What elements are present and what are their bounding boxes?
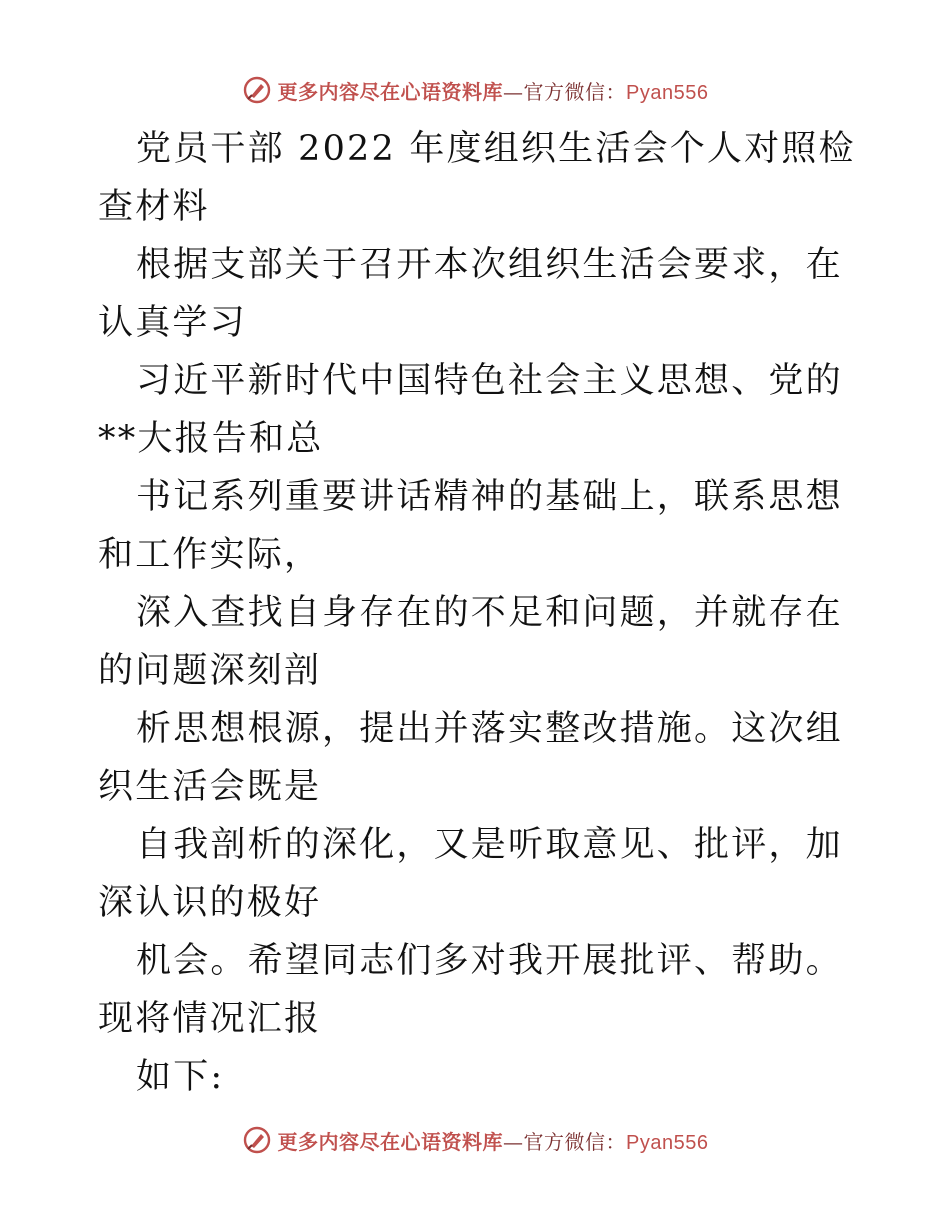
watermark-separator: — <box>503 79 524 104</box>
header-watermark <box>0 70 950 110</box>
watermark-wechat-id: Pyan556 <box>626 1131 709 1154</box>
body-paragraph: 习近平新时代中国特色社会主义思想、党的**大报告和总 <box>98 361 843 459</box>
body-paragraph: 如下: <box>136 1057 225 1097</box>
body-paragraph: 书记系列重要讲话精神的基础上，联系思想和工作实际， <box>98 477 843 575</box>
watermark-wechat-label: 官方微信： <box>523 1129 627 1154</box>
pen-nib-logo-icon <box>242 75 272 105</box>
watermark-text <box>278 76 709 105</box>
pen-nib-logo-icon <box>242 1125 272 1155</box>
body-paragraph: 析思想根源，提出并落实整改措施。这次组织生活会既是 <box>98 709 843 807</box>
watermark-separator: — <box>503 1129 524 1154</box>
watermark-wechat-id: Pyan556 <box>626 81 709 104</box>
watermark-site: 更多内容尽在心语资料库 <box>277 79 504 104</box>
footer-watermark <box>0 1120 950 1160</box>
body-paragraph: 机会。希望同志们多对我开展批评、帮助。现将情况汇报 <box>98 941 843 1039</box>
body-paragraph: 根据支部关于召开本次组织生活会要求，在认真学习 <box>98 245 843 343</box>
body-paragraph: 深入查找自身存在的不足和问题，并就存在的问题深刻剖 <box>98 593 843 691</box>
watermark-wechat-label: 官方微信： <box>523 79 627 104</box>
watermark-site: 更多内容尽在心语资料库 <box>277 1129 504 1154</box>
watermark-text <box>278 1126 709 1155</box>
body-paragraph: 自我剖析的深化，又是听取意见、批评，加深认识的极好 <box>98 825 843 923</box>
document-title: 党员干部 2022 年度组织生活会个人对照检查材料 <box>98 129 856 227</box>
document-body <box>98 120 858 1106</box>
